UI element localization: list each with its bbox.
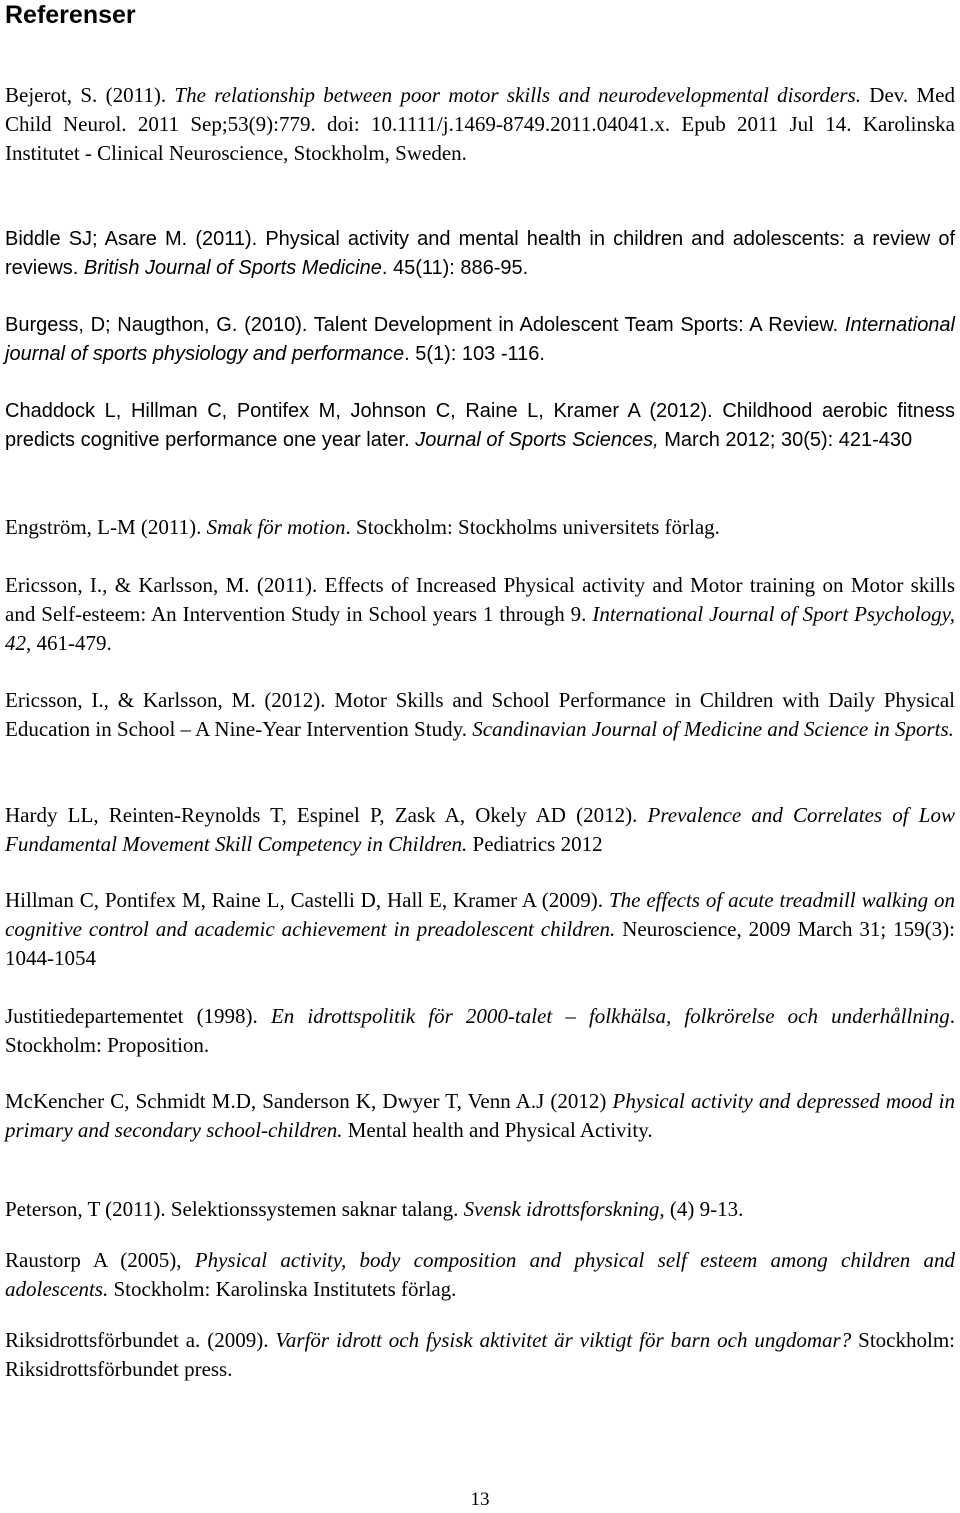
reference-text: Chaddock L, Hillman C, Pontifex M, Johnson C, Raine L, Kramer A (2012). Childhood aerobic fitness predicts cognitive performance one year later. xyxy=(5,400,955,451)
reference-title-italic: International Journal of Sport Psychology, 42 xyxy=(5,602,955,655)
reference-text: Stockholm: Riksidrottsförbundet press. xyxy=(5,1328,955,1381)
reference-entry xyxy=(5,513,955,542)
reference-entry xyxy=(5,886,955,973)
reference-title-italic: Journal of Sports Sciences, xyxy=(415,429,659,451)
reference-text: Ericsson, I., & Karlsson, M. (2011). Effects of Increased Physical activity and Motor training on Motor skills and Self-esteem: An Intervention Study in School years 1 through 9. xyxy=(5,573,955,626)
reference-text: McKencher C, Schmidt M.D, Sanderson K, Dwyer T, Venn A.J (2012) xyxy=(5,1089,613,1113)
reference-title-italic: Physical activity and depressed mood in primary and secondary school-children. xyxy=(5,1089,956,1142)
reference-text: Justitiedepartementet (1998). xyxy=(5,1004,271,1028)
reference-entry xyxy=(5,1195,955,1224)
reference-text: Mental health and Physical Activity. xyxy=(342,1118,653,1142)
reference-text: Engström, L-M (2011). xyxy=(5,515,207,539)
reference-entry xyxy=(5,801,955,859)
reference-text: Stockholm: Karolinska Institutets förlag. xyxy=(108,1277,457,1301)
reference-title-italic: Varför idrott och fysisk aktivitet är viktigt för barn och ungdomar? xyxy=(275,1328,852,1352)
section-heading: Referenser xyxy=(5,1,136,29)
reference-title-italic: The effects of acute treadmill walking on cognitive control and academic achievement in preadolescent children. xyxy=(5,888,955,941)
reference-text: Bejerot, S. (2011). xyxy=(5,83,175,107)
reference-entry xyxy=(5,686,955,744)
reference-entry xyxy=(5,1246,955,1304)
reference-entry xyxy=(5,1087,955,1145)
reference-title-italic: British Journal of Sports Medicine xyxy=(83,257,382,279)
reference-entry xyxy=(5,225,955,283)
reference-text: , (4) 9-13. xyxy=(659,1197,744,1221)
reference-entry xyxy=(5,311,955,369)
reference-title-italic: Smak för motion xyxy=(206,515,346,539)
reference-entry xyxy=(5,571,955,658)
reference-text: Hillman C, Pontifex M, Raine L, Castelli D, Hall E, Kramer A (2009). xyxy=(5,888,609,912)
reference-text: Ericsson, I., & Karlsson, M. (2012). Motor Skills and School Performance in Children with Daily Physical Education in School – A Nine-Year Intervention Study. xyxy=(5,688,955,741)
reference-entry xyxy=(5,397,955,455)
page-number: 13 xyxy=(470,1489,490,1510)
reference-text: . Stockholm: Stockholms universitets förlag. xyxy=(345,515,720,539)
reference-title-italic: En idrottspolitik för 2000-talet – folkhälsa, folkrörelse och underhållning xyxy=(270,1004,950,1028)
reference-title-italic: Prevalence and Correlates of Low Fundamental Movement Skill Competency in Children. xyxy=(5,803,955,856)
reference-text: Raustorp A (2005), xyxy=(5,1248,195,1272)
reference-text: Hardy LL, Reinten-Reynolds T, Espinel P, Zask A, Okely AD (2012). xyxy=(5,803,648,827)
reference-title-italic: The relationship between poor motor skills and neurodevelopmental disorders. xyxy=(174,83,861,107)
reference-entry xyxy=(5,1326,955,1384)
reference-text: Neuroscience, 2009 March 31; 159(3): 1044-1054 xyxy=(5,917,956,970)
reference-title-italic: Svensk idrottsforskning xyxy=(463,1197,660,1221)
reference-title-italic: International journal of sports physiology and performance xyxy=(5,314,955,365)
reference-text: Riksidrottsförbundet a. (2009). xyxy=(5,1328,276,1352)
reference-text: Biddle SJ; Asare M. (2011). Physical activity and mental health in children and adolescents: a review of reviews. xyxy=(5,228,955,279)
reference-text: Peterson, T (2011). Selektionssystemen saknar talang. xyxy=(5,1197,464,1221)
reference-entry xyxy=(5,1002,955,1060)
reference-title-italic: Scandinavian Journal of Medicine and Science in Sports. xyxy=(472,717,954,741)
reference-text: . Stockholm: Proposition. xyxy=(5,1004,955,1057)
reference-text: . 5(1): 103 -116. xyxy=(404,343,545,365)
reference-text: . 45(11): 886-95. xyxy=(381,257,529,279)
reference-text: , 461-479. xyxy=(26,631,112,655)
reference-title-italic: Physical activity, body composition and physical self esteem among children and adolescents. xyxy=(5,1248,955,1301)
reference-text: Burgess, D; Naugthon, G. (2010). Talent Development in Adolescent Team Sports: A Review. xyxy=(5,314,845,336)
reference-text: Dev. Med Child Neurol. 2011 Sep;53(9):779. doi: 10.1111/j.1469-8749.2011.04041.x. Epub 2011 Jul 14. Karolinska Institutet - Clinical Neuroscience, Stockholm, Sweden. xyxy=(5,83,955,165)
reference-text: Pediatrics 2012 xyxy=(467,832,603,856)
reference-text: March 2012; 30(5): 421-430 xyxy=(658,429,913,451)
reference-entry xyxy=(5,81,955,168)
